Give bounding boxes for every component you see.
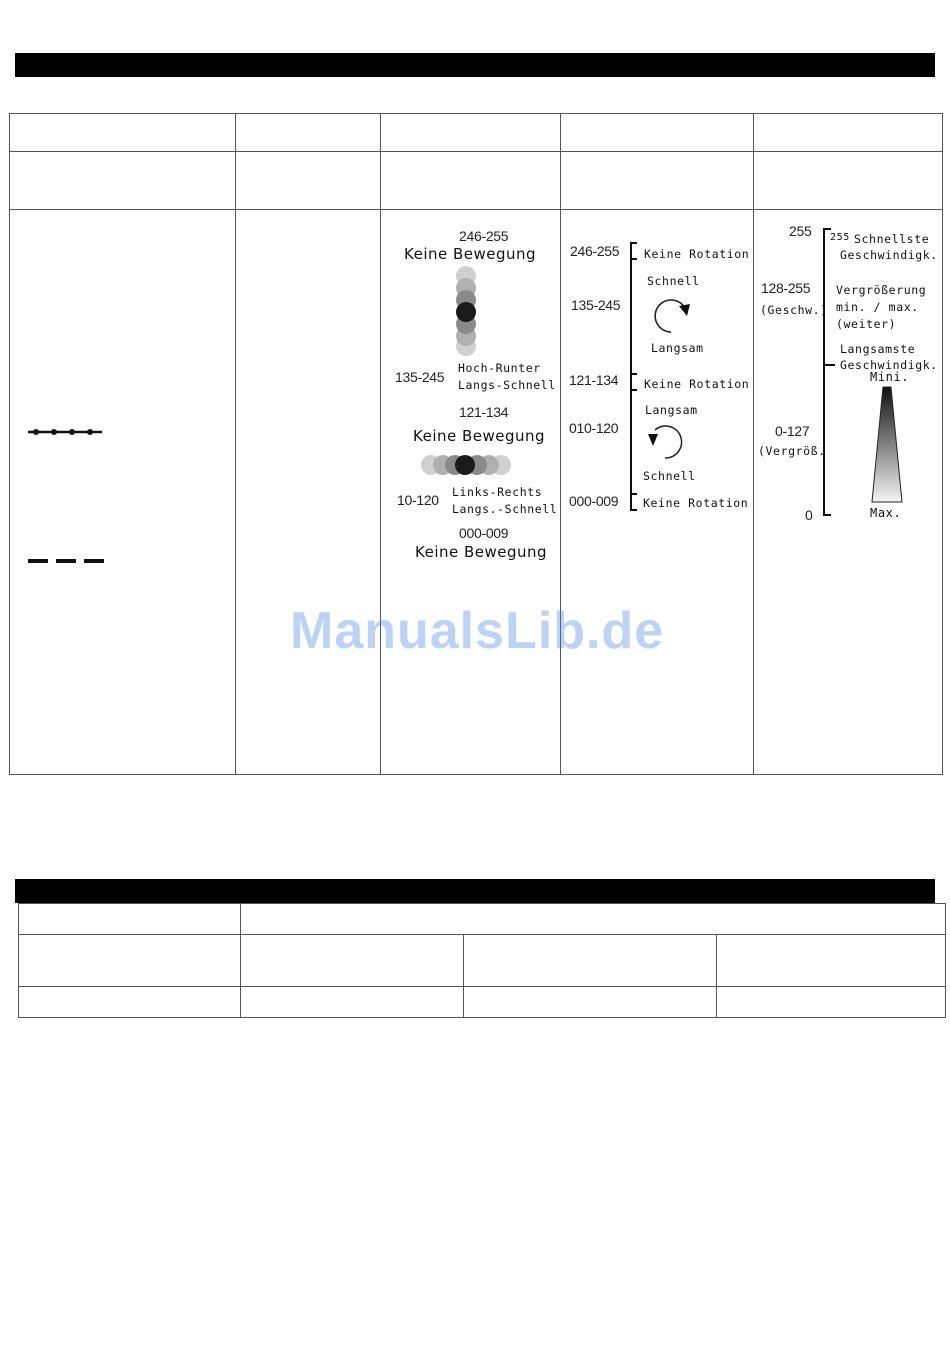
secondary-table-cell [464, 935, 717, 987]
zoom-enlarge-label-3: (weiter) [836, 317, 897, 331]
movement-middle-range: 121-134 [459, 404, 509, 420]
table-header-row [10, 114, 943, 152]
zoom-fastest-label-2: Geschwindigk. [840, 248, 938, 262]
movement-vertical-range: 135-245 [395, 369, 445, 385]
header-cell [561, 114, 754, 152]
zoom-top-inner-value: 255 [830, 232, 850, 243]
movement-diagram-cell [381, 210, 561, 775]
clockwise-arrow-icon [647, 294, 697, 338]
zoom-bottom-tick [823, 514, 831, 516]
secondary-table-cell [717, 935, 946, 987]
secondary-table-cell [19, 935, 241, 987]
secondary-table-cell [19, 987, 241, 1018]
table-content-row [10, 210, 943, 775]
zoom-slowest-label-2: Geschwindigk. [840, 358, 938, 372]
rotation-fast-top: Schnell [647, 274, 700, 288]
secondary-table-row [19, 987, 946, 1018]
watermark-text: ManualsLib.de [290, 602, 665, 660]
rotation-fast-bottom: Schnell [643, 469, 696, 483]
zoom-top-tick [823, 228, 831, 230]
zoom-zero-value: 0 [805, 507, 813, 523]
zoom-max-label: Max. [870, 506, 902, 520]
rotation-label-5: Keine Rotation [643, 496, 749, 510]
movement-horizontal-label-1: Links-Rechts [452, 485, 543, 499]
zoom-wedge-graphic [870, 386, 904, 504]
zoom-scale-line [823, 230, 825, 516]
rotation-range-1: 246-255 [570, 243, 620, 259]
movement-horizontal-label-2: Langs.-Schnell [452, 502, 558, 516]
rotation-range-4: 010-120 [569, 420, 619, 436]
vertical-movement-dots [453, 266, 479, 358]
zoom-mid-tick [823, 364, 835, 366]
movement-vertical-label-2: Langs-Schnell [458, 378, 556, 392]
secondary-table-cell [241, 904, 946, 935]
rotation-slow-bottom: Langsam [645, 403, 698, 417]
movement-top-range: 246-255 [459, 228, 509, 244]
movement-bottom-range: 000-009 [459, 525, 509, 541]
rotation-diagram-cell [561, 210, 754, 775]
zoom-enlarge-label-2: min. / max. [836, 300, 919, 314]
table-subheader-row [10, 152, 943, 210]
header-cell [381, 114, 561, 152]
secondary-table [18, 903, 946, 1018]
secondary-table-row [19, 935, 946, 987]
zoom-mini-label: Mini. [870, 370, 910, 384]
secondary-table-cell [464, 987, 717, 1018]
section-header-bar-top [15, 53, 935, 77]
rotation-label-1: Keine Rotation [644, 247, 750, 261]
subheader-cell [381, 152, 561, 210]
subheader-cell [236, 152, 381, 210]
header-cell [236, 114, 381, 152]
rotation-bracket-bottom [630, 493, 637, 511]
dotted-line-symbol [26, 426, 106, 438]
movement-bottom-label: Keine Bewegung [415, 543, 548, 561]
zoom-speed-note: (Geschw.) [760, 303, 828, 317]
zoom-slowest-label-1: Langsamste [840, 342, 916, 356]
rotation-bracket-middle [630, 373, 637, 391]
secondary-table-cell [19, 904, 241, 935]
subheader-cell [561, 152, 754, 210]
counterclockwise-arrow-icon [643, 418, 693, 464]
empty-cell [236, 210, 381, 775]
zoom-speed-range: 128-255 [761, 280, 811, 296]
rotation-label-3: Keine Rotation [644, 377, 750, 391]
horizontal-movement-dots [421, 453, 513, 477]
secondary-table-row [19, 904, 946, 935]
subheader-cell [754, 152, 943, 210]
zoom-top-value: 255 [789, 223, 812, 239]
zoom-fastest-label-1: Schnellste [854, 232, 930, 246]
zoom-enlarge-label-1: Vergrößerung [836, 283, 927, 297]
channel-table [9, 113, 943, 775]
subheader-cell [10, 152, 236, 210]
zoom-diagram-cell [754, 210, 943, 775]
movement-horizontal-range: 10-120 [397, 492, 439, 508]
section-header-bar-bottom [15, 879, 935, 903]
line-style-cell [10, 210, 236, 775]
secondary-table-cell [241, 987, 464, 1018]
movement-vertical-label-1: Hoch-Runter [458, 361, 541, 375]
dashed-line-symbol [28, 557, 108, 565]
header-cell [754, 114, 943, 152]
rotation-range-3: 121-134 [569, 372, 619, 388]
header-cell [10, 114, 236, 152]
movement-middle-label: Keine Bewegung [413, 427, 546, 445]
movement-top-label: Keine Bewegung [404, 245, 537, 263]
secondary-table-cell [241, 935, 464, 987]
rotation-range-2: 135-245 [571, 297, 621, 313]
zoom-range: 0-127 [775, 423, 810, 439]
secondary-table-cell [717, 987, 946, 1018]
rotation-slow-top: Langsam [651, 341, 704, 355]
rotation-range-5: 000-009 [569, 493, 619, 509]
zoom-range-note: (Vergröß. [758, 444, 826, 458]
rotation-bracket-top [630, 242, 637, 260]
